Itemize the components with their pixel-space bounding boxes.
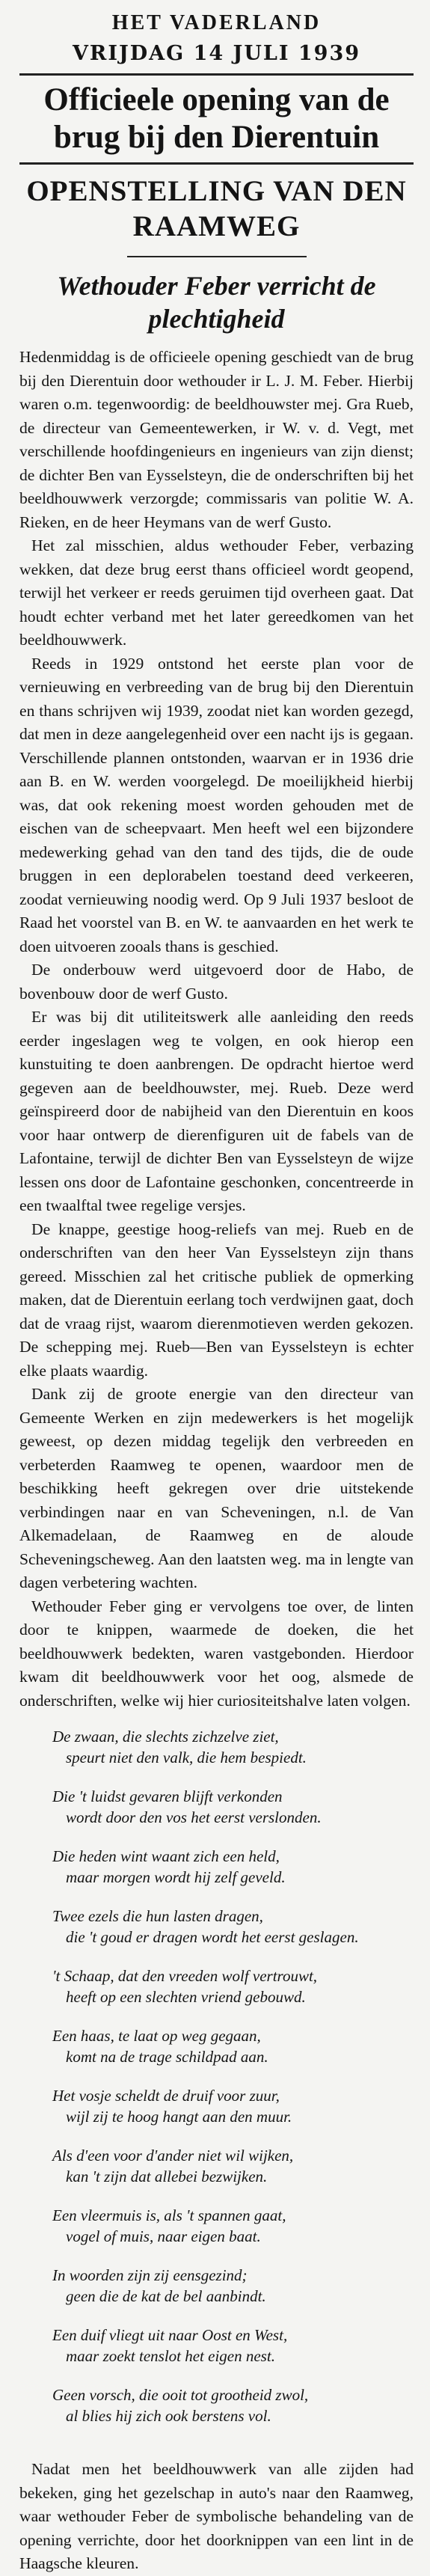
paragraph: Reeds in 1929 ontstond het eerste plan voor de vernieuwing en verbreeding van de brug bij den Dierentuin en thans schrijven wij 1939, zoodat niet kan worden gezegd, dat men in deze aangelegenheid over een nacht ijs is gegaan. Verschillende plannen ontstonden, waarvan er in 1936 drie aan B. en W. werden voorgelegd. De moeilijkheid hierbij was, dat ook rekening moest worden gehouden met de eischen van de scheepvaart. Men heeft wel een bijzondere medewerking gehad van den tand des tijds, die de oude bruggen in een deplorabelen toestand deed verkeeren, zoodat vernieuwing noodig werd. Op 9 Juli 1937 besloot de Raad het voorstel van B. en W. te aanvaarden en het werk te doen uitvoeren zooals thans is geschied. — [19, 654, 414, 955]
verse-line: 't Schaap, dat den vreeden wolf vertrouwt, — [52, 1967, 318, 1985]
headline: Officieele opening van de brug bij den Dierentuin — [43, 82, 390, 155]
verse-line: Die 't luidst gevaren blijft verkonden — [52, 1787, 283, 1805]
verse-line: In woorden zijn zij eensgezind; — [52, 2266, 248, 2284]
verse-line: maar morgen wordt hij zelf geveld. — [66, 1868, 286, 1886]
verse — [52, 2384, 414, 2426]
verse-line: De zwaan, die slechts zichzelve ziet, — [52, 1728, 279, 1746]
verse-line: geen die de kat de bel aanbindt. — [66, 2287, 266, 2305]
paragraph: Dank zij de groote energie van den directeur van Gemeente Werken en zijn medewerkers is het mogelijk geweest, op dezen middag tegelijk den verbreeden en verbeterden Raamweg te openen, waardoor men de beschikking heeft gekregen over drie uitstekende verbindingen naar en van Scheveningen, n.l. de Van Alkemadelaan, de Raamweg en de aloude Scheveningscheweg. Aan den laatsten weg. ma in lengte van dagen verbetering wachten. — [19, 1385, 414, 1591]
verse-line: Het vosje scheldt de druif voor zuur, — [52, 2087, 280, 2105]
verse — [52, 2145, 414, 2187]
paragraph: Het zal misschien, aldus wethouder Feber, verbazing wekken, dat deze brug eerst thans officieel wordt geopend, terwijl het verkeer er reeds geruimen tijd overheen gaat. Dat houdt echter verband met het later gereedkomen van het beeldhouwwerk. — [19, 536, 414, 649]
paragraph: Er was bij dit utiliteitswerk alle aanleiding den reeds eerder ingeslagen weg te volgen, en ook hierop een kunstuiting te doen aanbrengen. De opdracht hiertoe werd gegeven aan de beeldhouwster, mej. Rueb. Deze werd geïnspireerd door de nabijheid van den Dierentuin en koos voor haar ontwerp de dierenfiguren uit de fabels van de Lafontaine, terwijl de dichter Ben van Eysselsteyn de wijze lessen ons door de Lafontaine geschonken, concentreerde in een twaalftal twee regelige versjes. — [19, 1008, 414, 1214]
verse-line: al blies hij zich ook berstens vol. — [66, 2407, 271, 2425]
verse — [52, 2205, 414, 2247]
verse-line: Twee ezels die hun lasten dragen, — [52, 1907, 263, 1925]
verse-line: Een duif vliegt uit naar Oost en West, — [52, 2326, 288, 2344]
verse — [52, 1965, 414, 2007]
verse-line: Een vleermuis is, als 't spannen gaat, — [52, 2206, 286, 2224]
verse-line: Als d'een voor d'ander niet wil wijken, — [52, 2147, 294, 2164]
short-rule — [127, 256, 307, 257]
paragraph: De knappe, geestige hoog-reliefs van mej. Rueb en de onderschriften van den heer Van Eysselsteyn zijn thans gereed. Misschien zal het critische publiek de opmerking maken, dat de Dierentuin eerlang toch verdwijnen gaat, doch dat de vraag rijst, waarom dierenmotieven werden gekozen. De schepping mej. Rueb—Ben van Eysselsteyn is echter elke plaats waardig. — [19, 1220, 414, 1380]
verse — [52, 1906, 414, 1948]
verse-line: heeft op een slechten vriend gebouwd. — [66, 1988, 306, 2006]
paragraph: De onderbouw werd uitgevoerd door de Habo, de bovenbouw door de werf Gusto. — [19, 961, 414, 1003]
verse-line: komt na de trage schildpad aan. — [66, 2048, 268, 2066]
verse — [52, 1846, 414, 1888]
subhead: OPENSTELLING VAN DEN RAAMWEG — [26, 175, 407, 242]
paragraph: Hedenmiddag is de officieele opening geschiedt van de brug bij den Dierentuin door wethouder ir L. J. M. Feber. Hierbij waren o.m. tegenwoordig: de beeldhouwster mej. Gra Rueb, de directeur van Gemeentewerken, ir W. v. d. Vegt, met verschillende hoofdingenieurs en ingenieurs van zijn dienst; de dichter Ben van Eysselsteyn, die de onderschriften bij het beeldhouwwerk verzorgde; commissaris van politie W. A. Rieken, en de heer Heymans van de werf Gusto. — [19, 348, 414, 531]
verse — [52, 2265, 414, 2307]
verse-list — [19, 1713, 414, 2458]
headline-rule — [19, 162, 414, 165]
verse-line: maar zoekt tenslot het eigen nest. — [66, 2347, 275, 2365]
verse — [52, 1786, 414, 1828]
verse-line: Die heden wint waant zich een held, — [52, 1847, 280, 1865]
closing-paragraph: Nadat men het beeldhouwwerk van alle zijden had bekeken, ging het gezelschap in auto's naar den Raamweg, waar wethouder Feber de symbolische behandeling van de opening verrichte, door het doorknippen van een lint in de Haagsche kleuren. — [19, 2460, 414, 2572]
verse-line: wijl zij te hoog hangt aan den muur. — [66, 2108, 292, 2126]
verse-line: kan 't zijn dat allebei bezwijken. — [66, 2167, 268, 2185]
verse-line: wordt door den vos het eerst verslonden. — [66, 1808, 322, 1826]
verse — [52, 2325, 414, 2367]
verse-line: die 't goud er dragen wordt het eerst geslagen. — [66, 1928, 359, 1946]
verse — [52, 1726, 414, 1768]
masthead: HET VADERLAND — [111, 11, 322, 34]
verse-line: speurt niet den valk, die hem bespiedt. — [66, 1749, 307, 1766]
verse-line: vogel of muis, naar eigen baat. — [66, 2227, 261, 2245]
verse-line: Geen vorsch, die ooit tot grootheid zwol, — [52, 2386, 309, 2404]
verse — [52, 2025, 414, 2067]
paragraph: Wethouder Feber ging er vervolgens toe over, de linten door te knippen, waarmede de doeken, die het beeldhouwwerk bedekten, waren vastgebonden. Hierdoor kwam dit beeldhouwwerk voor het oog, alsmede de onderschriften, welke wij hier curiositeitshalve laten volgen. — [19, 1597, 414, 1710]
article-body — [19, 346, 414, 2576]
verse-line: Een haas, te laat op weg gegaan, — [52, 2027, 261, 2045]
deck: Wethouder Feber verricht de plechtigheid — [57, 271, 376, 334]
dateline: VRIJDAG 14 JULI 1939 — [72, 42, 361, 65]
top-rule — [19, 73, 414, 76]
verse — [52, 2085, 414, 2127]
